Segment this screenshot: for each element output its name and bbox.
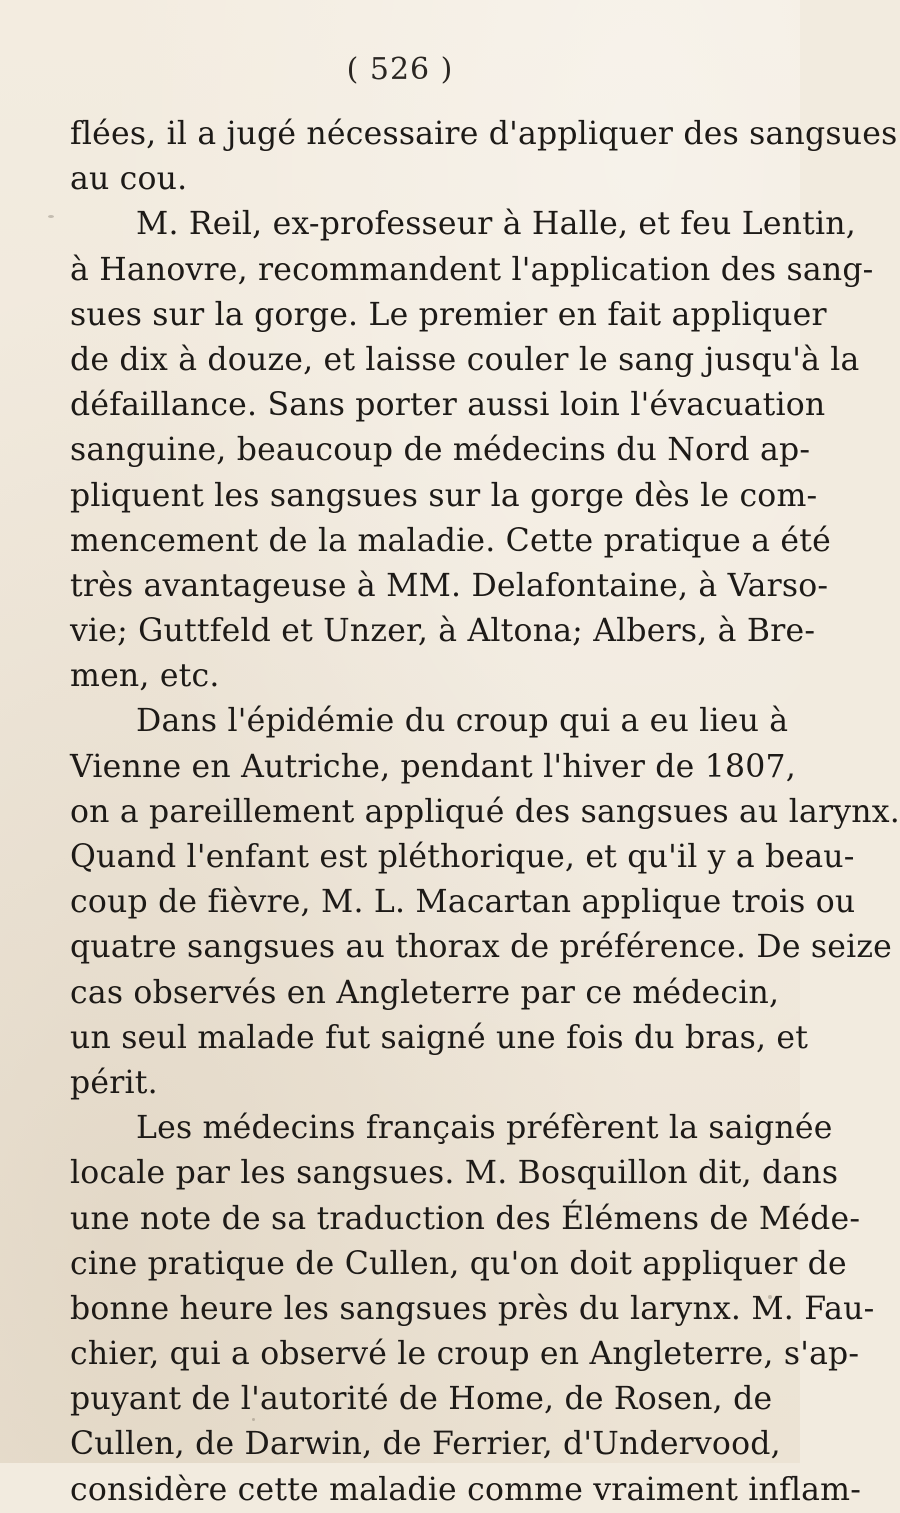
text-line: cine pratique de Cullen, qu'on doit appliquer de bbox=[70, 1245, 847, 1282]
text-line: très avantageuse à MM. Delafontaine, à Varso- bbox=[70, 567, 829, 604]
body-text bbox=[70, 112, 900, 1513]
text-line: défaillance. Sans porter aussi loin l'évacuation bbox=[70, 387, 826, 424]
text-line: coup de fièvre, M. L. Macartan applique trois ou bbox=[70, 884, 856, 921]
paper-speck bbox=[48, 215, 54, 218]
text-line: mencement de la maladie. Cette pratique a été bbox=[70, 522, 831, 559]
text-line: sues sur la gorge. Le premier en fait appliquer bbox=[70, 296, 827, 333]
text-line: à Hanovre, recommandent l'application des sang- bbox=[70, 251, 874, 288]
text-line: men, etc. bbox=[70, 658, 220, 695]
text-line: une note de sa traduction des Élémens de Méde- bbox=[70, 1200, 861, 1237]
text-line: on a pareillement appliqué des sangsues au larynx. bbox=[70, 793, 900, 830]
paragraph-start-line: Dans l'épidémie du croup qui a eu lieu à bbox=[136, 703, 789, 740]
text-line: considère cette maladie comme vraiment inflam- bbox=[70, 1471, 862, 1508]
text-line: périt. bbox=[70, 1064, 158, 1101]
text-line: chier, qui a observé le croup en Angleterre, s'ap- bbox=[70, 1336, 860, 1373]
text-line: puyant de l'autorité de Home, de Rosen, de bbox=[70, 1381, 773, 1418]
text-line: cas observés en Angleterre par ce médecin, bbox=[70, 974, 780, 1011]
text-line: locale par les sangsues. M. Bosquillon dit, dans bbox=[70, 1155, 839, 1192]
text-line: vie; Guttfeld et Unzer, à Altona; Albers, à Bre- bbox=[70, 613, 816, 650]
text-line: de dix à douze, et laisse couler le sang jusqu'à la bbox=[70, 341, 860, 378]
text-line: flées, il a jugé nécessaire d'appliquer des sangsues bbox=[70, 116, 898, 152]
paragraph-start-line: Les médecins français préfèrent la saignée bbox=[136, 1110, 833, 1147]
text-line: Cullen, de Darwin, de Ferrier, d'Undervood, bbox=[70, 1426, 781, 1463]
paper-speck bbox=[768, 1295, 772, 1299]
text-line: au cou. bbox=[70, 161, 188, 198]
text-line: Quand l'enfant est pléthorique, et qu'il y a beau- bbox=[70, 839, 855, 875]
text-line: quatre sangsues au thorax de préférence. De seize bbox=[70, 929, 892, 966]
text-line: un seul malade fut saigné une fois du bras, et bbox=[70, 1019, 809, 1056]
paragraph-start-line: M. Reil, ex-professeur à Halle, et feu Lentin, bbox=[136, 206, 856, 243]
paper-speck bbox=[252, 1418, 255, 1421]
text-line: sanguine, beaucoup de médecins du Nord ap- bbox=[70, 432, 811, 469]
text-line: pliquent les sangsues sur la gorge dès le com- bbox=[70, 477, 818, 514]
text-line: Vienne en Autriche, pendant l'hiver de 1807, bbox=[70, 748, 796, 785]
page-number: ( 526 ) bbox=[346, 52, 454, 87]
text-line: bonne heure les sangsues près du larynx. M. Fau- bbox=[70, 1290, 875, 1327]
